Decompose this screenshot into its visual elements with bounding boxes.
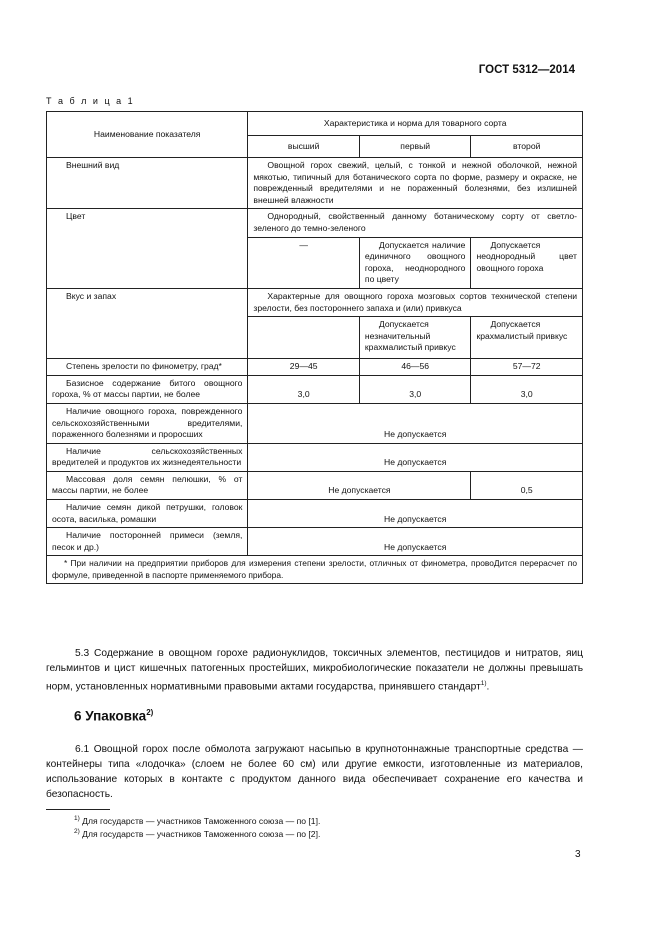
row-maturity-name: Степень зрелости по финометру, град* — [47, 359, 248, 376]
row-foreign-value: Не допускается — [248, 528, 583, 556]
footnote-ref-1: 1) — [480, 680, 487, 687]
footnote-2-mark: 2) — [74, 828, 80, 835]
requirements-table — [46, 111, 583, 584]
header-grade-second: второй — [471, 136, 583, 158]
row-color-second: Допускается неоднородный цвет овощного гороха — [471, 237, 583, 288]
footnote-2 — [74, 828, 320, 839]
table-note: * При наличии на предприятии приборов для измерения степени зрелости, отличных от финометра, провоДится перерасчет по формуле, приведенной в паспорте применяемого прибора. — [47, 556, 583, 584]
row-damaged-value: Не допускается — [248, 403, 583, 443]
row-weeds-name: Наличие семян дикой петрушки, головок осота, василька, ромашки — [47, 500, 248, 528]
row-pelushka-top-first: Не допускается — [248, 471, 471, 499]
row-pests-name: Наличие сельскохозяйственных вредителей и продуктов их жизнедеятельности — [47, 443, 248, 471]
row-taste-second: Допускается крахмалистый привкус — [471, 317, 583, 359]
paragraph-6-1: 6.1 Овощной горох после обмолота загружают насыпью в крупнотоннажные транспортные средства — контейнеры типа «лодочка» (слоем не более 60 см) или другие емкости, изготовленные из материалов, использование которых в контакте с продуктом данного вида обеспечивает сохранение его качества и безопасность. — [46, 744, 583, 800]
header-grade-top: высший — [248, 136, 360, 158]
footnote-ref-2: 2) — [146, 708, 154, 717]
row-color-first: Допускается наличие единичного овощного гороха, неоднородного по цвету — [359, 237, 471, 288]
row-pelushka-name: Массовая доля семян пелюшки, % от массы партии, не более — [47, 471, 248, 499]
footnote-1 — [74, 815, 320, 826]
row-maturity-second: 57—72 — [471, 359, 583, 376]
row-pests-value: Не допускается — [248, 443, 583, 471]
row-broken-top: 3,0 — [248, 375, 360, 403]
row-color-name: Цвет — [47, 209, 248, 289]
row-broken-name: Базисное содержание битого овощного гороха, % от массы партии, не более — [47, 375, 248, 403]
row-broken-first: 3,0 — [359, 375, 471, 403]
row-color-common: Однородный, свойственный данному ботаническому сорту от светло-зеленого до темно-зеленого — [248, 209, 583, 237]
row-weeds-value: Не допускается — [248, 500, 583, 528]
row-taste-first: Допускается незначительный крахмалистый привкус — [359, 317, 471, 359]
row-taste-top — [248, 317, 360, 359]
paragraph-5-3-end: . — [486, 681, 490, 693]
row-pelushka-second: 0,5 — [471, 471, 583, 499]
footnote-1-text: Для государств — участников Таможенного союза — по [1]. — [82, 815, 321, 826]
row-color-top: — — [248, 237, 360, 288]
section-6-title: 6 Упаковка — [74, 708, 147, 724]
standard-designation: ГОСТ 5312—2014 — [478, 64, 575, 76]
row-maturity-first: 46—56 — [359, 359, 471, 376]
footnote-1-mark: 1) — [74, 815, 80, 822]
table-caption: Т а б л и ц а 1 — [46, 96, 135, 106]
footnote-2-text: Для государств — участников Таможенного союза — по [2]. — [82, 828, 321, 839]
section-6-heading — [74, 708, 153, 724]
row-damaged-name: Наличие овощного гороха, поврежденного сельскохозяйственными вредителями, пораженного болезнями и проросших — [47, 403, 248, 443]
row-appearance-value: Овощной горох свежий, целый, с тонкой и нежной оболочкой, нежной мякотью, типичный для ботанического сорта по форме, размеру и окраске, не поврежденный вредителями и не пораженный болезнями, без излишней внешней влажности — [248, 158, 583, 209]
header-grade-group: Характеристика и норма для товарного сорта — [248, 112, 583, 136]
paragraph-5-3 — [46, 646, 583, 694]
row-appearance-name: Внешний вид — [47, 158, 248, 209]
page-number: 3 — [575, 849, 581, 860]
header-grade-first: первый — [359, 136, 471, 158]
footnote-separator — [46, 809, 110, 810]
row-taste-name: Вкус и запах — [47, 288, 248, 358]
row-broken-second: 3,0 — [471, 375, 583, 403]
row-foreign-name: Наличие посторонней примеси (земля, песок и др.) — [47, 528, 248, 556]
row-taste-common: Характерные для овощного гороха мозговых сортов технической степени зрелости, без постороннего запаха и (или) привкуса — [248, 288, 583, 316]
header-indicator: Наименование показателя — [47, 112, 248, 158]
paragraph-5-3-text: 5.3 Содержание в овощном горохе радионуклидов, токсичных элементов, пестицидов и нитратов, яиц гельминтов и цист кишечных патогенных простейших, микробиологические показатели не должны превышать норм, установленных нормативными правовыми актами государства, принявшего стандарт — [46, 648, 583, 693]
row-maturity-top: 29—45 — [248, 359, 360, 376]
